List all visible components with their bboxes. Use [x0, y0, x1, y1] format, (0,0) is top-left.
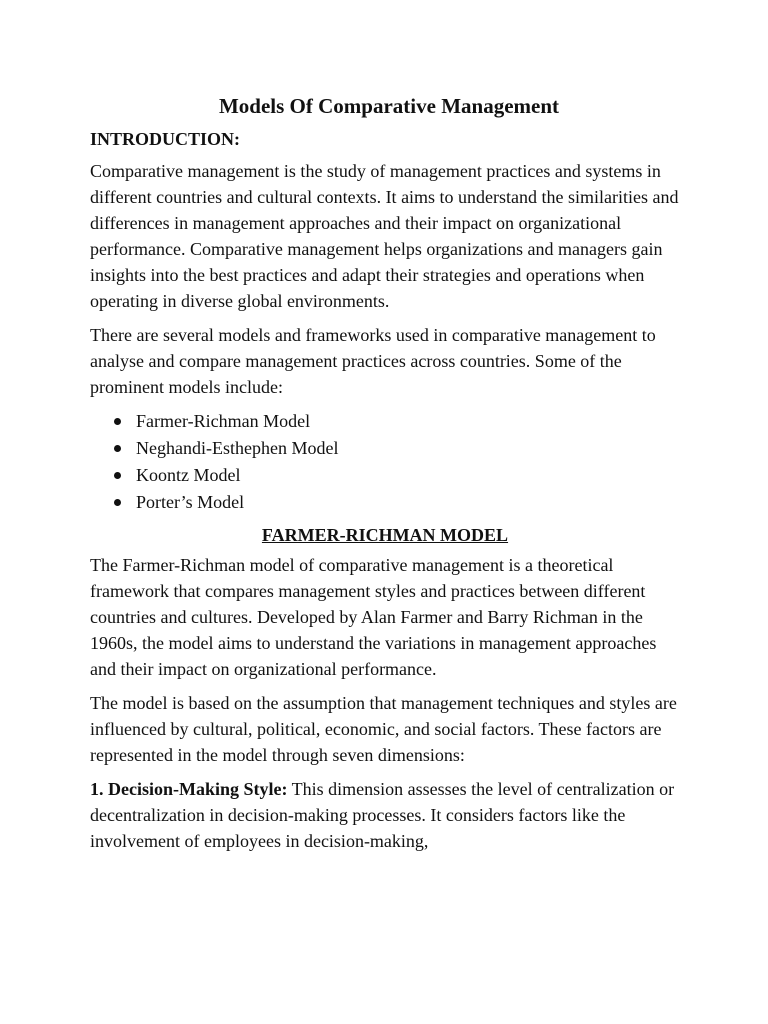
intro-paragraph-1: Comparative management is the study of management practices and systems in different countries and cultural contexts. It aims to understand the similarities and differences in management approaches and their impact on organizational performance. Comparative management helps organizations and managers gain insights into the best practices and adapt their strategies and operations when operating in diverse global environments. [90, 161, 679, 311]
farmer-paragraph-2: The model is based on the assumption that management techniques and styles are influenced by cultural, political, economic, and social factors. These factors are represented in the model through seven dimensions: [90, 693, 677, 765]
list-item [114, 462, 680, 489]
dimension-1-paragraph [90, 776, 680, 854]
models-list [90, 408, 680, 516]
document-page [90, 92, 680, 862]
list-item-label: Koontz Model [136, 465, 241, 485]
list-item-label: Farmer-Richman Model [136, 411, 311, 431]
list-item-label: Porter’s Model [136, 492, 245, 512]
bullet-icon [114, 445, 121, 452]
introduction-heading: INTRODUCTION: [90, 129, 241, 149]
farmer-richman-heading: FARMER-RICHMAN MODEL [261, 525, 509, 545]
dimension-1-lead: 1. Decision-Making Style: [90, 779, 288, 799]
dimension-1-text: This dimension assesses the level of centralization or decentralization in decision-making processes. It considers factors like the involvement of employees in decision-making, [90, 779, 675, 851]
list-item-label: Neghandi-Esthephen Model [136, 438, 339, 458]
farmer-paragraph-1: The Farmer-Richman model of comparative management is a theoretical framework that compares management styles and practices between different countries and cultures. Developed by Alan Farmer and Barry Richman in the 1960s, the model aims to understand the variations in management approaches and their impact on organizational performance. [90, 555, 657, 679]
bullet-icon [114, 499, 121, 506]
list-item [114, 435, 680, 462]
list-item [114, 489, 680, 516]
bullet-icon [114, 472, 121, 479]
list-item [114, 408, 680, 435]
bullet-icon [114, 418, 121, 425]
document-title: Models Of Comparative Management [218, 94, 560, 118]
intro-paragraph-2: There are several models and frameworks used in comparative management to analyse and compare management practices across countries. Some of the prominent models include: [90, 325, 656, 397]
